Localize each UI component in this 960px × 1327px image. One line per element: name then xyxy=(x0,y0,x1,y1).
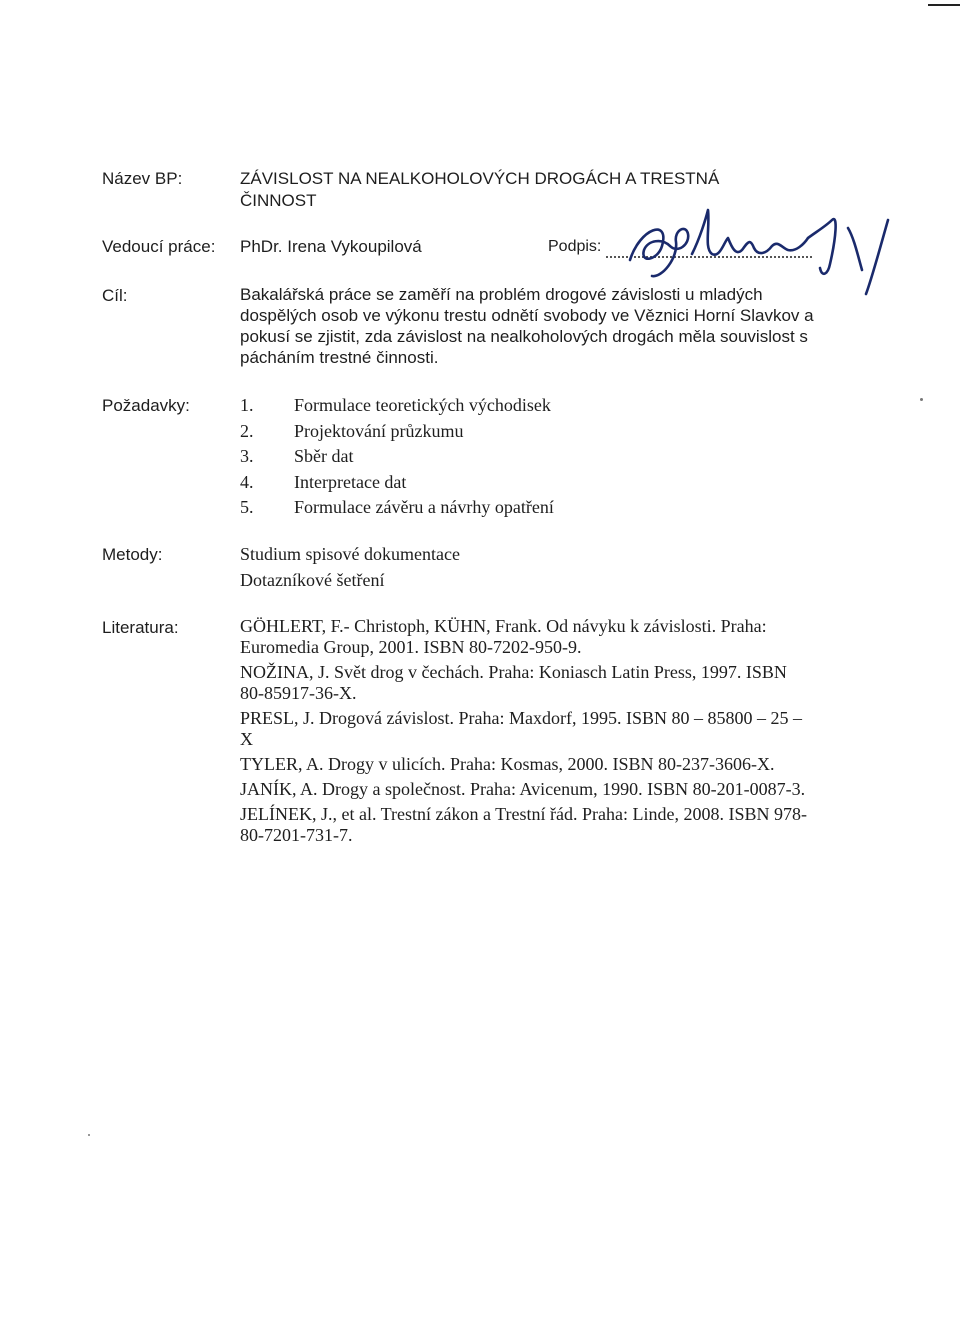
requirement-number: 1. xyxy=(240,395,254,415)
requirement-number: 5. xyxy=(240,497,254,518)
requirements-label: Požadavky: xyxy=(102,396,190,415)
requirement-item xyxy=(240,496,554,522)
literature-list xyxy=(240,616,815,850)
goal-label: Cíl: xyxy=(102,286,128,305)
page-edge-line xyxy=(928,4,960,6)
requirement-text: Formulace teoretických východisek xyxy=(294,395,551,415)
signature-label: Podpis: xyxy=(548,238,602,255)
literature-entry: JANÍK, A. Drogy a společnost. Praha: Avicenum, 1990. ISBN 80-201-0087-3. xyxy=(240,779,806,799)
requirement-text: Sběr dat xyxy=(294,446,354,467)
requirement-text: Formulace závěru a návrhy opatření xyxy=(294,497,554,518)
requirement-number: 2. xyxy=(240,420,254,441)
literature-label: Literatura: xyxy=(102,618,179,637)
requirement-text: Interpretace dat xyxy=(294,471,407,492)
requirement-item xyxy=(240,471,554,497)
literature-entry: NOŽINA, J. Svět drog v čechách. Praha: Koniasch Latin Press, 1997. ISBN 80-85917-36-X. xyxy=(240,662,787,703)
requirements-list xyxy=(240,394,554,522)
goal-text: Bakalářská práce se zaměří na problém drogové závislosti u mladých dospělých osob ve výkonu trestu odnětí svobody ve Věznici Horní Slavkov a pokusí se zjistit, zda závislost na nealkoholových drogách měla souvislost s pácháním trestné činnosti. xyxy=(240,285,814,367)
requirement-number: 4. xyxy=(240,471,254,492)
method-item: Dotazníkové šetření xyxy=(240,570,385,590)
thesis-title-line-2: ČINNOST xyxy=(240,191,317,210)
scan-speck xyxy=(920,398,923,401)
literature-entry: TYLER, A. Drogy v ulicích. Praha: Kosmas, 2000. ISBN 80-237-3606-X. xyxy=(240,754,775,774)
methods-label: Metody: xyxy=(102,545,163,564)
supervisor-name: PhDr. Irena Vykoupilová xyxy=(240,237,422,256)
thesis-title-line-1: ZÁVISLOST NA NEALKOHOLOVÝCH DROGÁCH A TRESTNÁ xyxy=(240,169,720,188)
literature-entry: JELÍNEK, J., et al. Trestní zákon a Trestní řád. Praha: Linde, 2008. ISBN 978-80-7201-731-7. xyxy=(240,804,807,845)
requirement-item xyxy=(240,445,554,471)
literature-entry: GÖHLERT, F.- Christoph, KÜHN, Frank. Od návyku k závislosti. Praha: Euromedia Group, 2001. ISBN 80-7202-950-9. xyxy=(240,616,767,657)
requirement-item xyxy=(240,394,554,420)
literature-entry: PRESL, J. Drogová závislost. Praha: Maxdorf, 1995. ISBN 80 – 85800 – 25 – X xyxy=(240,708,802,749)
scan-speck xyxy=(88,1134,90,1136)
methods-list xyxy=(240,543,460,595)
requirement-item xyxy=(240,420,554,446)
title-label: Název BP: xyxy=(102,169,183,188)
requirement-text: Projektování průzkumu xyxy=(294,420,464,441)
requirement-number: 3. xyxy=(240,446,254,467)
method-item: Studium spisové dokumentace xyxy=(240,544,460,564)
supervisor-label: Vedoucí práce: xyxy=(102,237,216,256)
